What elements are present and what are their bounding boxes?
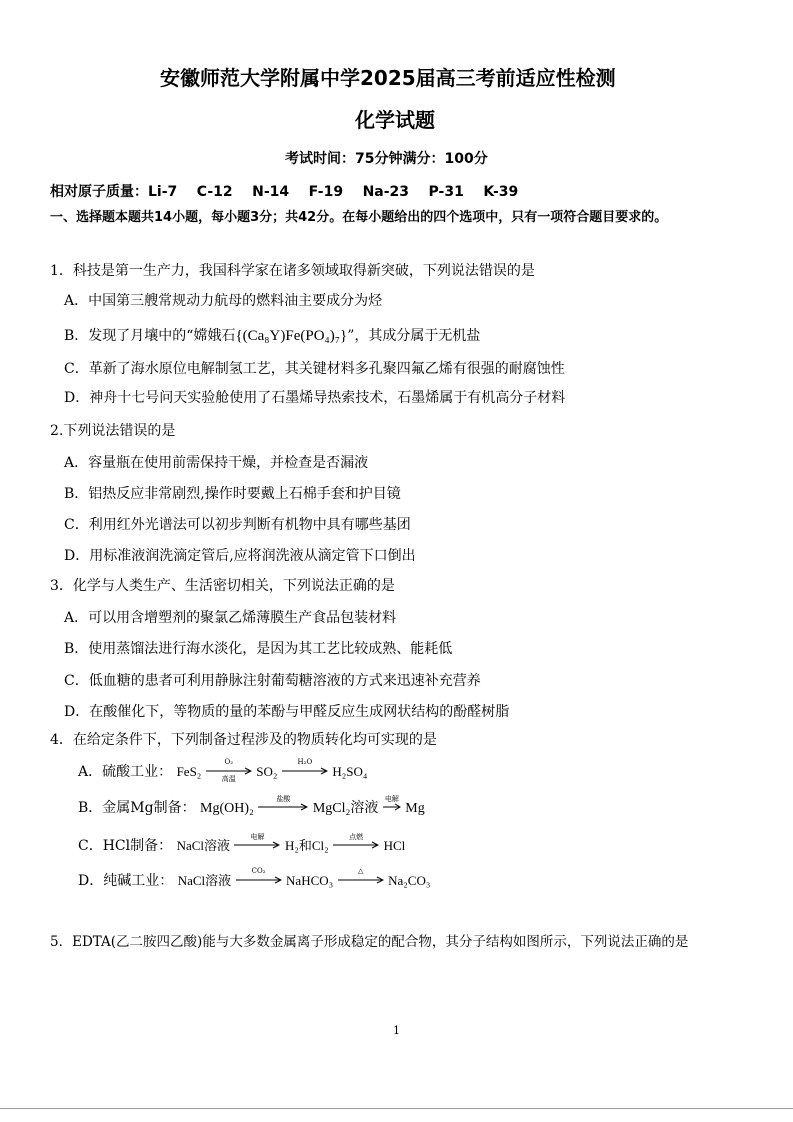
question-5-stem: 5．EDTA(乙二胺四乙酸)能与大多数金属离子形成稳定的配合物，其分子结构如图所示，下列说法正确的是 bbox=[50, 934, 689, 950]
q4a-cond-2: H₂O bbox=[297, 758, 313, 766]
q4c-cond-1: 电解 bbox=[250, 833, 265, 841]
arrow-right-icon bbox=[383, 803, 401, 811]
q4d-s3: Na₂CO₃ bbox=[388, 873, 431, 888]
question-4-option-a bbox=[78, 758, 368, 783]
page-bottom-divider bbox=[0, 1108, 793, 1109]
q4d-cond-1: CO₂ bbox=[251, 867, 266, 875]
q4d-cond-2: △ bbox=[357, 867, 364, 875]
atomic-mass: 相对原子质量：Li-7 C-12 N-14 F-19 Na-23 P-31 K-39 bbox=[50, 184, 519, 200]
q4d-s2: NaHCO₃ bbox=[286, 873, 334, 888]
q4d-s1: NaCl溶液 bbox=[177, 873, 232, 888]
q4c-s2: H₂和Cl₂ bbox=[284, 838, 329, 853]
q4d-arrow-1 bbox=[236, 867, 282, 888]
q4b-label: B．金属Mg制备： bbox=[78, 800, 196, 816]
q4b-cond-2: 电解 bbox=[384, 795, 399, 803]
q4c-cond-2: 点燃 bbox=[349, 833, 364, 841]
arrow-right-icon bbox=[333, 841, 379, 849]
arrow-right-icon bbox=[236, 876, 282, 884]
question-1-option-b-post: ”，其成分属于无机盐 bbox=[347, 328, 481, 344]
question-2-option-d: D．用标准液润洗滴定管后,应将润洗液从滴定管下口倒出 bbox=[64, 548, 416, 564]
q4a-s2: SO₂ bbox=[256, 764, 278, 779]
arrow-right-icon bbox=[234, 841, 280, 849]
q4a-arrow-2 bbox=[282, 758, 328, 779]
q4a-cond-1b: 高温 bbox=[221, 775, 236, 783]
q4b-s2: MgCl₂溶液 bbox=[312, 801, 379, 816]
question-3-stem: 3．化学与人类生产、生活密切相关，下列说法正确的是 bbox=[50, 578, 395, 594]
question-1-option-b-formula: {(Ca₈Y)Fe(PO₄)₇} bbox=[235, 328, 348, 344]
question-2-stem: 2.下列说法错误的是 bbox=[50, 423, 176, 439]
question-3-option-d: D．在酸催化下，等物质的量的苯酚与甲醛反应生成网状结构的酚醛树脂 bbox=[64, 704, 510, 720]
q4b-s3: Mg bbox=[405, 801, 425, 816]
page-number: 1 bbox=[393, 1024, 400, 1037]
q4a-arrow-1 bbox=[206, 758, 252, 783]
question-1-option-b-pre: B．发现了月壤中的“嫦娥石 bbox=[64, 328, 236, 344]
q4a-label: A．硫酸工业： bbox=[78, 764, 173, 780]
q4d-arrow-2 bbox=[338, 867, 384, 888]
q4b-cond-1: 盐酸 bbox=[276, 795, 291, 803]
question-4-option-b bbox=[78, 797, 425, 817]
question-1-option-d: D．神舟十七号问天实验舱使用了石墨烯导热索技术，石墨烯属于有机高分子材料 bbox=[64, 390, 566, 406]
exam-info: 考试时间：75分钟满分：100分 bbox=[285, 151, 488, 167]
question-4-option-c bbox=[78, 835, 405, 855]
q4c-label: C．HCl制备： bbox=[78, 838, 173, 854]
q4c-arrow-1 bbox=[234, 833, 280, 853]
question-1-stem: 1．科技是第一生产力，我国科学家在诸多领域取得新突破，下列说法错误的是 bbox=[50, 263, 535, 279]
q4a-s1: FeS₂ bbox=[176, 764, 202, 779]
q4b-s1: Mg(OH)₂ bbox=[200, 801, 254, 816]
question-3-option-a: A．可以用含增塑剂的聚氯乙烯薄膜生产食品包装材料 bbox=[64, 610, 397, 626]
arrow-right-icon bbox=[338, 876, 384, 884]
question-1-option-c: C．革新了海水原位电解制氢工艺，其关键材料多孔聚四氟乙烯有很强的耐腐蚀性 bbox=[64, 361, 565, 377]
question-1-option-b bbox=[64, 325, 480, 345]
arrow-right-icon bbox=[206, 767, 252, 775]
question-1-option-a: A．中国第三艘常规动力航母的燃料油主要成分为烃 bbox=[64, 293, 383, 309]
question-3-option-c: C．低血糖的患者可利用静脉注射葡萄糖溶液的方式来迅速补充营养 bbox=[64, 673, 481, 689]
q4c-arrow-2 bbox=[333, 833, 379, 853]
question-4-stem: 4．在给定条件下，下列制备过程涉及的物质转化均可实现的是 bbox=[50, 732, 437, 748]
q4b-arrow-1 bbox=[258, 795, 308, 815]
question-2-option-a: A．容量瓶在使用前需保持干燥，并检查是否漏液 bbox=[64, 455, 369, 471]
question-3-option-b: B．使用蒸馏法进行海水淡化，是因为其工艺比较成熟、能耗低 bbox=[64, 641, 453, 657]
q4d-label: D．纯碱工业： bbox=[78, 873, 174, 889]
q4a-cond-1: O₂ bbox=[224, 758, 234, 766]
q4c-s3: HCl bbox=[383, 838, 406, 853]
q4c-s1: NaCl溶液 bbox=[176, 838, 231, 853]
page-title: 安徽师范大学附属中学2025届高三考前适应性检测 bbox=[160, 66, 616, 90]
arrow-right-icon bbox=[282, 767, 328, 775]
q4a-s3: H₂SO₄ bbox=[332, 764, 368, 779]
q4b-arrow-2 bbox=[383, 795, 401, 815]
question-2-option-b: B．铝热反应非常剧烈,操作时要戴上石棉手套和护目镜 bbox=[64, 486, 401, 502]
question-2-option-c: C．利用红外光谱法可以初步判断有机物中具有哪些基团 bbox=[64, 517, 411, 533]
question-4-option-d bbox=[78, 867, 431, 890]
page-subtitle: 化学试题 bbox=[355, 108, 435, 132]
arrow-right-icon bbox=[258, 803, 308, 811]
section-one-heading: 一、选择题本题共14小题，每小题3分；共42分。在每小题给出的四个选项中，只有一项符合题目要求的。 bbox=[50, 210, 668, 225]
